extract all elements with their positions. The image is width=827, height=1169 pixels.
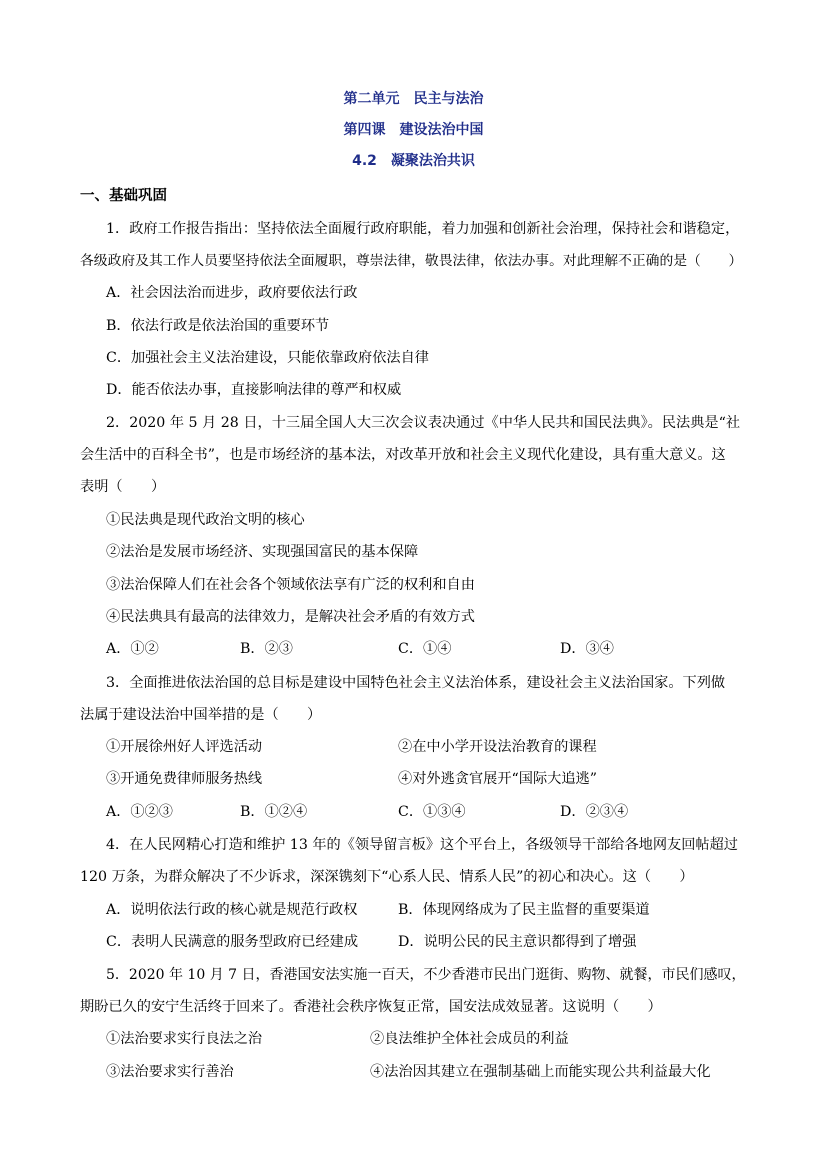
q1-option-d: D．能否依法办事，直接影响法律的尊严和权威 (106, 382, 402, 398)
q4-stem-line2: 120 万条，为群众解决了不少诉求，深深镌刻下“心系人民、情系人民”的初心和决心。这（ ） (80, 869, 694, 885)
q5-item-2: ②良法维护全体社会成员的利益 (370, 1031, 569, 1047)
q5-item-1: ①法治要求实行良法之治 (106, 1031, 263, 1047)
q3-item-4: ④对外逃贪官展开“国际大追逃” (398, 771, 597, 787)
q4-option-c: C．表明人民满意的服务型政府已经建成 (106, 934, 359, 950)
q4-option-a: A．说明依法行政的核心就是规范行政权 (106, 902, 358, 918)
q2-item-4: ④民法典具有最高的法律效力，是解决社会矛盾的有效方式 (106, 609, 475, 625)
q4-option-b: B．体现网络成为了民主监督的重要渠道 (398, 902, 650, 918)
q3-item-2: ②在中小学开设法治教育的课程 (398, 739, 597, 755)
q3-stem-line1: 3．全面推进依法治国的总目标是建设中国特色社会主义法治体系，建设社会主义法治国家。下列做 (106, 675, 726, 691)
q5-stem-line2: 期盼已久的安宁生活终于回来了。香港社会秩序恢复正常，国安法成效显著。这说明（ ） (80, 999, 662, 1015)
q2-choice-b: B．②③ (240, 641, 293, 657)
q3-item-1: ①开展徐州好人评选活动 (106, 739, 263, 755)
section-title: 4.2 凝聚法治共识 (352, 153, 475, 169)
q3-choice-b: B．①②④ (240, 804, 308, 820)
q2-choice-c: C．①④ (398, 641, 452, 657)
q2-item-3: ③法治保障人们在社会各个领域依法享有广泛的权利和自由 (106, 577, 475, 593)
unit-title: 第二单元 民主与法治 (343, 91, 484, 107)
q1-option-b: B．依法行政是依法治国的重要环节 (106, 318, 330, 334)
q3-item-3: ③开通免费律师服务热线 (106, 771, 263, 787)
q5-item-3: ③法治要求实行善治 (106, 1064, 234, 1080)
q5-stem-line1: 5．2020 年 10 月 7 日，香港国安法实施一百天，不少香港市民出门逛街、购物、就餐，市民们感叹， (106, 967, 746, 983)
q2-stem-line3: 表明（ ） (80, 479, 166, 495)
q2-item-2: ②法治是发展市场经济、实现强国富民的基本保障 (106, 544, 419, 560)
q4-stem-line1: 4．在人民网精心打造和维护 13 年的《领导留言板》这个平台上，各级领导干部给各地网友回帖超过 (106, 837, 738, 853)
q1-option-a: A．社会因法治而进步，政府要依法行政 (106, 285, 358, 301)
q3-choice-a: A．①②③ (106, 804, 173, 820)
q1-stem-line1: 1．政府工作报告指出：坚持依法全面履行政府职能，着力加强和创新社会治理，保持社会和谐稳定， (106, 221, 740, 237)
q3-stem-line2: 法属于建设法治中国举措的是（ ） (80, 707, 322, 723)
part-title: 一、基础巩固 (80, 188, 167, 204)
q2-stem-line1: 2．2020 年 5 月 28 日，十三届全国人大三次会议表决通过《中华人民共和国民法典》。民法典是“社 (106, 415, 741, 431)
lesson-title: 第四课 建设法治中国 (343, 122, 484, 138)
q2-choice-d: D．③④ (560, 641, 614, 657)
q1-option-c: C．加强社会主义法治建设，只能依靠政府依法自律 (106, 350, 429, 366)
q4-option-d: D．说明公民的民主意识都得到了增强 (398, 934, 637, 950)
q2-item-1: ①民法典是现代政治文明的核心 (106, 512, 305, 528)
q1-stem-line2: 各级政府及其工作人员要坚持依法全面履职，尊崇法律，敬畏法律，依法办事。对此理解不正确的是（ ） (80, 253, 743, 269)
q2-stem-line2: 会生活中的百科全书”，也是市场经济的基本法，对改革开放和社会主义现代化建设，具有重大意义。这 (80, 447, 726, 463)
q3-choice-d: D．②③④ (560, 804, 629, 820)
q3-choice-c: C．①③④ (398, 804, 466, 820)
q5-item-4: ④法治因其建立在强制基础上而能实现公共利益最大化 (370, 1064, 711, 1080)
q2-choice-a: A．①② (106, 641, 159, 657)
